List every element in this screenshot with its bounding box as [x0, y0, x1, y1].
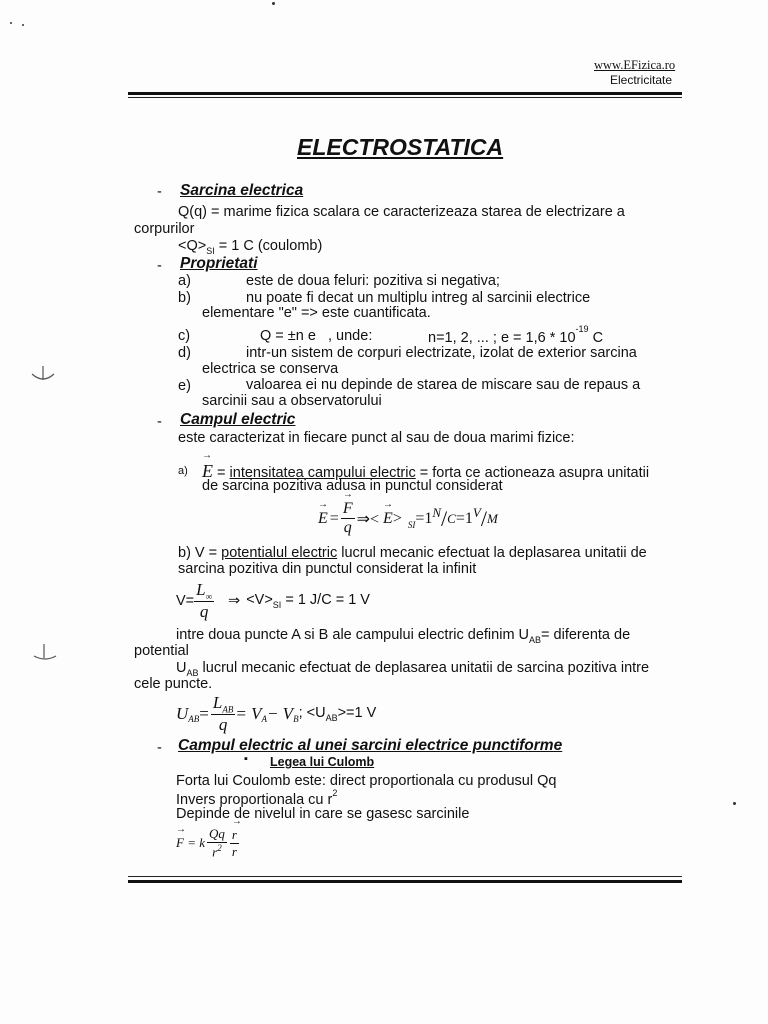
- formula-potential: V= $\frac{L_\infty}{q}$ ⇒ $<V>_{SI} = 1$ J/C = 1 V: [176, 580, 370, 622]
- campul-a-line: → E = intensitatea campului electric = forta ce actioneaza asupra unitatii: [202, 461, 649, 482]
- header-rule: [128, 92, 682, 95]
- coulomb-line-2: Invers proportionala cu $r^2$: [176, 788, 338, 808]
- prop-text: este de doua feluri: pozitiva si negativa;: [246, 273, 500, 289]
- campul-a-cont: de sarcina pozitiva adusa in punctul considerat: [202, 478, 503, 494]
- section-heading-sarcina: Sarcina electrica: [180, 182, 304, 199]
- binder-hole-mark: [28, 366, 58, 386]
- sarcina-definition-cont: corpurilor: [134, 221, 195, 237]
- prop-letter: d): [178, 345, 191, 361]
- between-points-line: intre doua puncte A si B ale campului electric definim $U_{AB}=$ diferenta de: [176, 627, 631, 645]
- prop-unde: , unde:: [328, 328, 373, 344]
- binder-hole-mark: [30, 644, 60, 664]
- section-dash: -: [157, 740, 162, 756]
- prop-letter: a): [178, 273, 191, 289]
- coulomb-line-1: Forta lui Coulomb este: direct proportionala cu produsul Qq: [176, 773, 557, 789]
- footer-rule-thin: [128, 876, 682, 877]
- prop-text: intr-un sistem de corpuri electrizate, izolat de exterior sarcina: [246, 345, 637, 361]
- scan-speck: [272, 2, 275, 5]
- prop-text-cont: sarcinii sau a observatorului: [202, 393, 382, 409]
- section-heading-campul: Campul electric: [180, 411, 296, 428]
- scan-speck: [10, 22, 12, 24]
- campul-b-cont: sarcina pozitiva din punctul considerat la infinit: [178, 561, 477, 577]
- prop-formula-charge: Q = ±n e: [260, 328, 316, 344]
- subheading-bullet: ▪: [244, 753, 248, 765]
- website-url: www.EFizica.ro: [594, 58, 676, 72]
- prop-letter: c): [178, 328, 191, 344]
- page-title: ELECTROSTATICA: [297, 134, 504, 160]
- header-rule-thin: [128, 97, 682, 98]
- between-points-cont: potential: [134, 643, 189, 659]
- uab-cont: cele puncte.: [134, 676, 213, 692]
- prop-letter: b): [178, 290, 191, 306]
- subheading-coulomb-law: Legea lui Culomb: [270, 755, 375, 769]
- sarcina-unit: $<Q>_{SI} = 1$ C (coulomb): [178, 238, 323, 256]
- campul-b-line: b) V = potentialul electric lucrul mecanic efectuat la deplasarea unitatii de: [178, 545, 647, 561]
- formula-voltage: U $_{AB}$ = $\frac{L_{AB}}{q}$ = V $_A$ − V $_B$ ; $<U_{AB}>=1$ V: [176, 693, 377, 735]
- prop-letter: e): [178, 378, 191, 394]
- formula-coulomb: → F = k $\frac{Qq}{r^2}$ → $\frac{r}{r}$: [176, 826, 239, 860]
- prop-text-cont: elementare "e" => este cuantificata.: [202, 305, 431, 321]
- section-dash: -: [157, 258, 162, 274]
- uab-line: $U_{AB}$ lucrul mecanic efectuat de deplasarea unitatii de sarcina pozitiva intre: [176, 660, 650, 678]
- sarcina-definition: Q(q) = marime fizica scalara ce caracterizeaza starea de electrizare a: [178, 204, 625, 220]
- vector-E-symbol: → E: [202, 461, 213, 482]
- prop-text: valoarea ei nu depinde de starea de miscare sau de repaus a: [246, 377, 641, 393]
- formula-field-intensity: → E = → $\frac{F}{q}$ ⇒< → E > $_{SI}$ =1 $^N$ / C =1 $^V$ / M: [318, 500, 498, 537]
- prop-text-cont: electrica se conserva: [202, 361, 339, 377]
- prop-text: nu poate fi decat un multiplu intreg al sarcinii electrice: [246, 290, 591, 306]
- section-dash: -: [157, 184, 162, 200]
- section-dash: -: [157, 414, 162, 430]
- section-heading-proprietati: Proprietati: [180, 255, 258, 272]
- campul-a-letter: a): [178, 465, 188, 477]
- footer-rule: [128, 880, 682, 883]
- coulomb-line-3: Depinde de nivelul in care se gasesc sarcinile: [176, 806, 470, 822]
- campul-intro: este caracterizat in fiecare punct al sau de doua marimi fizice:: [178, 430, 575, 446]
- scan-speck: [22, 24, 24, 26]
- scan-speck: [733, 802, 736, 805]
- section-heading-punctiforme: Campul electric al unei sarcini electrice punctiforme: [178, 737, 563, 754]
- section-label: Electricitate: [610, 73, 673, 87]
- prop-values: n=1, 2, ... ; $e = 1,6 * 10^{-19}$ C: [428, 324, 604, 346]
